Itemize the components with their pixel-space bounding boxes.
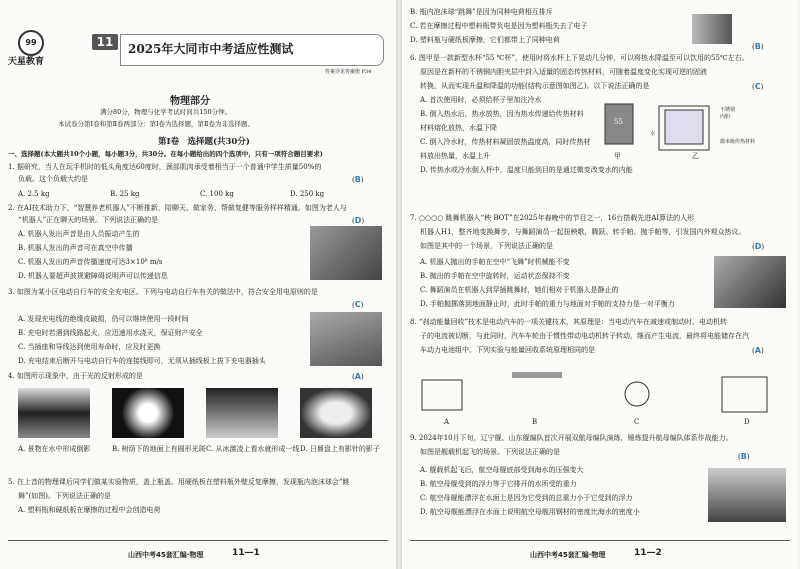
q3-option-a: A. 发现充电线的绝缘皮破损，仍可以继续使用一段时间 — [18, 315, 189, 323]
q1-option-a: A. 2.5 kg — [18, 190, 50, 198]
q8-diagram-c — [625, 382, 649, 406]
charging-area-photo — [310, 312, 382, 366]
q8-fig-d: D — [744, 418, 750, 426]
q6-option-c-cont: 料放出热量，水温上升 — [420, 152, 490, 160]
paper-number: 11 — [92, 34, 118, 50]
q6-option-d: D. 传热水或冷水倒入杯中，温度只能到目的是通过微变改变水的内能 — [420, 166, 633, 174]
q7-line-1: 7. ○○○○ 跳舞机器人“秧 BOT”在2025年春晚中的节目之一，16台搭载先进AI算法的人形 — [410, 214, 695, 222]
fig-label-water: 水 — [650, 131, 656, 137]
q1-option-d: D. 250 kg — [290, 190, 325, 198]
q6-line-2: 原因是在新杯的不锈钢内胆夹层中封入适量的固态传热材料，可随着温度变化实现可逆的固液 — [420, 68, 707, 76]
q6-option-b-cont: 材料熔化放热，水温下降 — [420, 124, 497, 132]
q9-option-a: A. 舰载机起飞后，航空母舰底部受到海水的压强变大 — [420, 466, 584, 474]
q6-line-1: 6. 图甲是一款新型水杯“55 ℃杯”，使用时将水杯上下晃动几分钟，可以将热水降温至可以饮用的55℃左右。 — [410, 54, 749, 62]
q9-option-b: B. 航空母舰受到的浮力等于它排开的水所受的重力 — [420, 480, 577, 488]
fig-jia-55: 55 — [614, 118, 623, 126]
q2-option-b: B. 机器人发出的声音可在真空中传播 — [18, 244, 133, 252]
q3-stem: 3. 如图为某小区电动自行车的安全充电区。下列与电动自行车有关的做法中，符合安全用电原则的是 — [8, 288, 318, 296]
fig-label-liner: 不锈钢 — [720, 107, 736, 113]
q4-photo-c — [206, 388, 278, 438]
answer-reference: 答案详见答案册 P34 — [325, 69, 372, 75]
q3-option-d: D. 充电结束后断开与电动自行车的连接线即可，无须从插线板上拔下充电器插头 — [18, 357, 266, 365]
q3-answer: C — [354, 300, 361, 309]
fig-label-yi: 乙 — [692, 152, 699, 160]
section-heading: 物理部分 — [170, 96, 210, 107]
fig-label-liner2: 内胆 — [720, 114, 731, 120]
q7-option-a: A. 机器人抛出的手帕在空中“飞舞”时机械能不变 — [420, 258, 570, 266]
q8-diagram-d — [722, 377, 767, 412]
q4-option-b: B. 树荫下的地面上有圆形光斑 — [112, 445, 206, 453]
q4-option-a: A. 景物在水中形成倒影 — [18, 445, 91, 453]
q1-stem-1: 1. 据研究，当人在玩手机时的低头角度达60度时，颈部肌肉承受着相当于一个普通中学生质量50%的 — [8, 163, 322, 171]
footer-label: 山西中考45套汇编·物理 — [128, 551, 204, 559]
q9-answer: B — [740, 452, 747, 461]
q1-option-b: B. 25 kg — [110, 190, 140, 198]
q5-option-b: B. 瓶内泡沫球“跳舞”是因为同种电荷相互排斥 — [410, 8, 553, 16]
cup-yi-inner — [665, 110, 703, 144]
q1-stem-2: 负载。这个负载大约是 — [18, 175, 88, 183]
q4-photo-d — [300, 388, 372, 438]
q9-option-c: C. 航空母舰能漂浮在水面上是因为它受到的总重力小于它受到的浮力 — [420, 494, 633, 502]
q4-stem: 4. 如图所示现象中，由于光的反射形成的是 — [8, 372, 143, 380]
footer-rule-right — [410, 540, 790, 541]
q6-answer: C — [754, 82, 761, 91]
q2-stem-1: 2. 在AI技术助力下，“智慧养老机器人”不断推新，陪聊天、做家务、帮做复健等服务样样精通。如图为老人与 — [8, 204, 347, 212]
brand-logo-icon: 99 — [18, 30, 44, 56]
footer-rule — [8, 540, 388, 541]
exam-info-1: 满分80分，物理与化学考试时间共150分钟。 — [100, 108, 232, 116]
q5-stem-1: 5. 在上音的物理课后同学们做某实验物质，盖上瓶盖。用硬纸板在塑料瓶外壁反复摩擦，发现瓶内泡沫球会“跳 — [8, 478, 350, 486]
exam-info-2: 本试卷分第Ⅰ卷和第Ⅱ卷两部分：第Ⅰ卷为选择题，第Ⅱ卷为非选择题。 — [58, 120, 254, 128]
brand-name: 天星教育 — [8, 57, 45, 67]
q3-option-c: C. 当插座和导线达到使用寿命时，应及时更换 — [18, 343, 161, 351]
q8-fig-c: C — [634, 418, 640, 426]
q4-option-c: C. 从冰激凌上看水就形成一线 — [206, 445, 300, 453]
q1-option-c: C. 100 kg — [200, 190, 234, 198]
right-page: B. 瓶内泡沫球“跳舞”是因为同种电荷相互排斥 C. 若在摩擦过程中塑料瓶带负电是因为塑料瓶失去了电子 D. 塑料瓶与硬纸板摩擦，它们都带上了同种电荷 (B) 6. 图甲是一款新型水杯“55 ℃杯”，使用时将水杯上下晃动几分钟，可以将热水降温至可以饮用的55℃左右。 原因是在新杯的不锈钢内胆夹层中封入适量的固态传热材料，可随着温度变化实现可逆的固液 转换，从而实现升温和降温的功能(结构示意图如图乙)。以下说法正确的是 (C) A. 首次使用时，必须给杯子里加注冷水 B. 倒入热水后，热水放热，因为热水传递给传热材料 材料熔化放热，水温下降 C. 倒入冷水时，传热材料凝固放热温度高，同时传热材 料放出热量，水温上升 D. 传热水或冷水倒入杯中，温度只能到目的是通过微变改变水的内能 55 甲 乙 不锈钢 内胆 水 微米级传热材料 7. ○○○○ 跳舞机器人“秧 BOT”在2025年春晚中的节目之一，16台搭载先进AI算法的人形 机器人H1，整齐地变换舞步，与舞蹈演员一起扭秧歌，腾跃、转手帕、抛手帕等，引发国内外观众热议。 如图是其中的一个场景，下列说法正确的是 (D) A. 机器人抛出的手帕在空中“飞舞”时机械能不变 B. 抛出的手帕在空中旋转时，运动状态保持不变 C. 舞蹈演员在机器人到穿插跳舞时，她们相对于机器人是静止的 D. 手帕抛掷落到地面静止时，此时手帕的重力与地面对手帕的支持力是一对平衡力 8. “刹动能量回收”技术是电动汽车的一项关键技术，其原理是：当电动汽车在减速或制动时，电动机转 子的电流被切断，与此同时，汽车车轮由于惯性带动电动机转子转动，继而产生电流，最终将电能储存在汽 车动力电池组中。下列实验与能量回收系统原理相同的是 (A) A B C D 9. 2024年10月下旬，辽宁舰、山东舰编队首次开展双航母编队演练，锤炼提升航母编队体系作战能力。 如图是舰载机起飞的场景。下列说法正确的是 (B) A. 舰载机起飞后，航空母舰底部受到海水的压强变大 B. 航空母舰受到的浮力等于它排开的水所受的重力 C. 航空母舰能漂浮在水面上是因为它受到的总重力小于它受到的浮力 D. 航空母舰能漂浮在水面上说明航空母舰用钢材的密度比海水的密度小 山西中考45套汇编·物理 11—2 — [402, 0, 798, 569]
q8-line-3: 车动力电池组中。下列实验与能量回收系统原理相同的是 — [420, 346, 595, 354]
q9-option-d: D. 航空母舰能漂浮在水面上说明航空母舰用钢材的密度比海水的密度小 — [420, 508, 640, 516]
q4-option-d: D. 日晷盘上有影针的影子 — [300, 445, 380, 453]
volume-title: 第Ⅰ卷 选择题(共30分) — [158, 137, 250, 147]
dancing-robot-photo — [714, 256, 786, 308]
q2-stem-2: “机器人”正在聊天的场景。下列说法正确的是 — [18, 216, 159, 224]
q8-answer: A — [754, 346, 761, 355]
q8-line-1: 8. “刹动能量回收”技术是电动汽车的一项关键技术，其原理是：当电动汽车在减速或制动时，电动机转 — [410, 318, 728, 326]
q4-answer: A — [354, 372, 361, 381]
q2-option-c: C. 机器人发出的声音传播速度可达3×10⁸ m/s — [18, 258, 163, 266]
q5-option-c: C. 若在摩擦过程中塑料瓶带负电是因为塑料瓶失去了电子 — [410, 22, 588, 30]
q2-answer: D — [354, 216, 362, 225]
q8-line-2: 子的电流被切断，与此同时，汽车车轮由于惯性带动电动机转子转动，继而产生电流，最终将电能储存在汽 — [420, 332, 749, 340]
q6-line-3: 转换，从而实现升温和降温的功能(结构示意图如图乙)。以下说法正确的是 — [420, 82, 650, 90]
q6-option-b: B. 倒入热水后，热水放热，因为热水传递给传热材料 — [420, 110, 584, 118]
q7-line-3: 如图是其中的一个场景，下列说法正确的是 — [420, 242, 553, 250]
q7-answer: D — [754, 242, 762, 251]
left-page: 99 天星教育 11 2025年大同市中考适应性测试 答案详见答案册 P34 物理部分 满分80分，物理与化学考试时间共150分钟。 本试卷分第Ⅰ卷和第Ⅱ卷两部分：第Ⅰ卷为选择题，第Ⅱ卷为非选择题。 第Ⅰ卷 选择题(共30分) 一、选择题(本大题共10个小题，每小题3分，共30分。在每小题给出的四个选项中，只有一项符合题目要求) 1. 据研究，当人在玩手机时的低头角度达60度时，颈部肌肉承受着相当于一个普通中学生质量50%的 负载。这个负载大约是 (B) A. 2.5 kg B. 25 kg C. 100 kg D. 250 kg 2. 在AI技术助力下，“智慧养老机器人”不断推新，陪聊天、做家务、帮做复健等服务样样精通。如图为老人与 “机器人”正在聊天的场景。下列说法正确的是 (D) A. 机器人发出声音是由人员振动产生的 B. 机器人发出的声音可在真空中传播 C. 机器人发出的声音传播速度可达3×10⁸ m/s D. 机器人要超声波规避障碍说明声可以传递信息 3. 如图为某小区电动自行车的安全充电区。下列与电动自行车有关的做法中，符合安全用电原则的是 (C) A. 发现充电线的绝缘皮破损，仍可以继续使用一段时间 B. 充电时若遇到线路起火，应迅速用水浇灭，保证财产安全 C. 当插座和导线达到使用寿命时，应及时更换 D. 充电结束后断开与电动自行车的连接线即可，无须从插线板上拔下充电器插头 4. 如图所示现象中，由于光的反射形成的是 (A) A. 景物在水中形成倒影 B. 树荫下的地面上有圆形光斑 C. 从冰激凌上看水就形成一线 D. 日晷盘上有影针的影子 5. 在上音的物理课后同学们做某实验物质，盖上瓶盖。用硬纸板在塑料瓶外壁反复摩擦，发现瓶内泡沫球会“跳 舞”(如图)。下列说法正确的是 A. 塑料瓶和硬纸板在摩擦的过程中会创造电荷 山西中考45套汇编·物理 11—1 — [0, 0, 396, 569]
q8-fig-b: B — [532, 418, 538, 426]
footer-page-number-right: 11—2 — [634, 548, 662, 558]
footer-label-right: 山西中考45套汇编·物理 — [530, 551, 606, 559]
q8-diagram-b — [512, 372, 562, 378]
q5-option-d: D. 塑料瓶与硬纸板摩擦，它们都带上了同种电荷 — [410, 36, 560, 44]
fig-label-material: 微米级传热材料 — [720, 139, 756, 145]
q7-option-c: C. 舞蹈演员在机器人到穿插跳舞时，她们相对于机器人是静止的 — [420, 286, 619, 294]
q1-answer: B — [354, 175, 361, 184]
carrier-photo — [708, 468, 786, 522]
q8-experiment-diagrams — [412, 362, 792, 432]
q9-line-2: 如图是舰载机起飞的场景。下列说法正确的是 — [420, 448, 560, 456]
fig-label-jia: 甲 — [614, 152, 621, 160]
q7-option-d: D. 手帕抛掷落到地面静止时，此时手帕的重力与地面对手帕的支持力是一对平衡力 — [420, 300, 675, 308]
q4-photo-a — [18, 388, 90, 438]
page-title: 2025年大同市中考适应性测试 — [128, 42, 294, 56]
q2-option-d: D. 机器人要超声波规避障碍说明声可以传递信息 — [18, 272, 168, 280]
q7-option-b: B. 抛出的手帕在空中旋转时，运动状态保持不变 — [420, 272, 570, 280]
footer-page-number: 11—1 — [232, 548, 260, 558]
q5-option-a: A. 塑料瓶和硬纸板在摩擦的过程中会创造电荷 — [18, 506, 161, 514]
robot-chat-photo — [310, 226, 382, 280]
q8-fig-a: A — [444, 418, 450, 426]
q6-option-c: C. 倒入冷水时，传热材料凝固放热温度高，同时传热材 — [420, 138, 591, 146]
q6-option-a: A. 首次使用时，必须给杯子里加注冷水 — [420, 96, 542, 104]
q3-option-b: B. 充电时若遇到线路起火，应迅速用水浇灭，保证财产安全 — [18, 329, 203, 337]
section-instruction: 一、选择题(本大题共10个小题，每小题3分，共30分。在每小题给出的四个选项中，只有一项符合题目要求) — [8, 150, 323, 158]
q8-diagram-a — [422, 380, 462, 410]
q5-answer: B — [754, 42, 761, 51]
q9-line-1: 9. 2024年10月下旬，辽宁舰、山东舰编队首次开展双航母编队演练，锤炼提升航母编队体系作战能力。 — [410, 434, 733, 442]
q5-bottle-photo — [692, 14, 732, 44]
q2-option-a: A. 机器人发出声音是由人员振动产生的 — [18, 230, 140, 238]
q7-line-2: 机器人H1，整齐地变换舞步，与舞蹈演员一起扭秧歌，腾跃、转手帕、抛手帕等，引发国内外观众热议。 — [420, 228, 746, 236]
q5-stem-2: 舞”(如图)。下列说法正确的是 — [18, 492, 112, 500]
q4-photo-b — [112, 388, 184, 438]
